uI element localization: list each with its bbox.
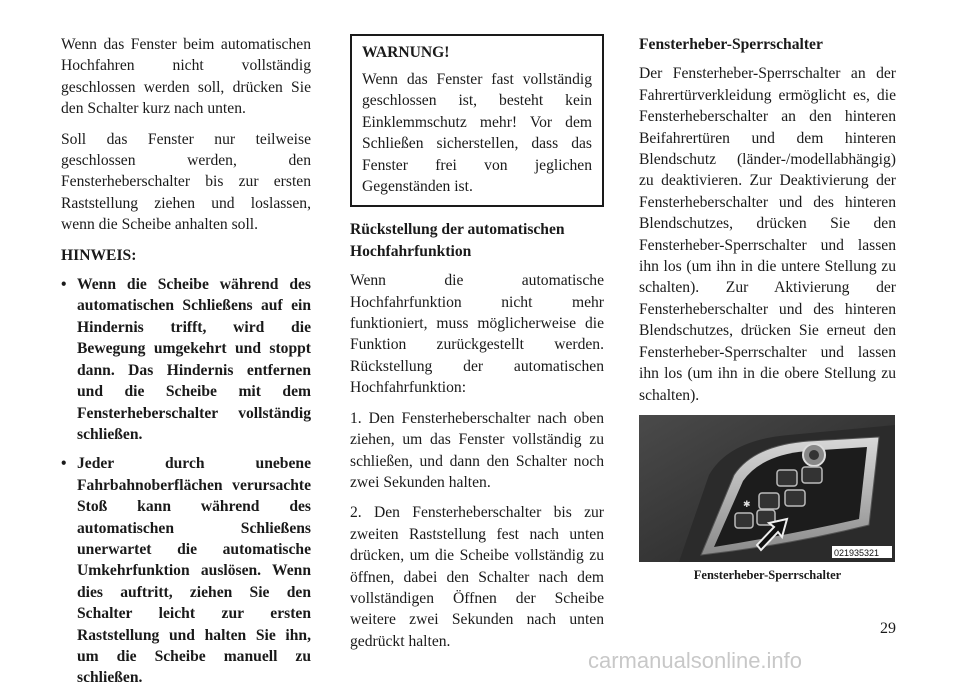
section-heading-reset: Rückstellung der automatischen Hochfahrfunktion: [350, 221, 565, 260]
paragraph-partial-close: Soll das Fenster nur teilweise geschlossen werden, den Fensterheberschalter bis zur ersten Raststellung ziehen und loslassen, wenn die Scheibe anhalten soll.: [61, 130, 311, 234]
warning-box: [350, 34, 604, 207]
photo-caption: Fensterheber-Sperrschalter: [693, 567, 842, 582]
note-item: • Jeder durch unebene Fahrbahnoberflächen verursachte Stoß kann während des automatischen Schließens unerwartet die automatische Umkehrfunktion auslösen. Wenn dies auftritt, ziehen Sie den Schalter leicht zur ersten Raststellung und halten Sie ihn, um die Scheibe manuell zu schließen.: [61, 455, 311, 687]
page-number: 29: [880, 620, 896, 637]
paragraph-auto-close-stop: Wenn das Fenster beim automatischen Hochfahren nicht vollständig geschlossen werden soll, drücken Sie den Schalter kurz nach unten.: [61, 36, 311, 118]
paragraph-reset-intro: Wenn die automatische Hochfahrfunktion nicht mehr funktioniert, muss möglicherweise die Funktion zurückgestellt werden. Rückstellung der automatischen Hochfahrfunktion:: [350, 272, 604, 397]
note-list: [61, 274, 311, 689]
bullet: •: [61, 455, 67, 473]
note-item: • Wenn die Scheibe während des automatischen Schließens auf ein Hindernis trifft, wird die Bewegung umgekehrt und stoppt dann. Das Hindernis entfernen und die Scheibe mit dem Fensterheberschalter vollständig schließen.: [61, 276, 311, 443]
column-left: [61, 34, 311, 697]
column-right: [639, 34, 896, 583]
paragraph-reset-step-2: 2. Den Fensterheberschalter bis zur zweiten Raststellung fest nach unten drücken, um die Scheibe vollständig zu öffnen, dabei den Schalter nach dem vollständigen Öffnen der Scheibe weitere zwei Sekunden nach unten gedrückt halten.: [350, 504, 604, 650]
bullet: •: [61, 276, 67, 294]
window-switch-panel-photo: [639, 415, 895, 562]
star-icon: ✱: [743, 499, 751, 510]
column-middle: [350, 34, 604, 661]
watermark: carmanualsonline.info: [588, 648, 803, 673]
warning-text: Wenn das Fenster fast vollständig geschlossen ist, besteht kein Einklemmschutz mehr! Vor dem Schließen sicherstellen, dass das Fenster frei von jeglichen Gegenständen ist.: [362, 71, 592, 196]
note-heading: HINWEIS:: [61, 246, 137, 264]
warning-title: WARNUNG!: [362, 44, 450, 61]
paragraph-lock-switch: Der Fensterheber-Sperrschalter an der Fahrertürverkleidung ermöglicht es, die Fensterheberschalter an den hinteren Beifahrertüren und dem hinteren Blendschutz (länder-/modellabhängig) zu deaktivieren. Zur Deaktivierung der Fensterheberschalter und des hinteren Blendschutzes, drücken Sie den Fensterheber-Sperrschalter und lassen ihn los (um ihn in die untere Stellung zu schalten). Zur Aktivierung der Fensterheberschalter und des hinteren Blendschutzes, drücken Sie erneut den Fensterheber-Sperrschalter und lassen ihn los (um ihn in die obere Stellung zu schalten).: [639, 65, 896, 404]
section-heading-lock-switch: Fensterheber-Sperrschalter: [639, 36, 823, 53]
photo-code: 021935321: [834, 547, 880, 558]
paragraph-reset-step-1: 1. Den Fensterheberschalter nach oben ziehen, um das Fenster vollständig zu schließen, und dann den Schalter noch zwei Sekunden halten.: [350, 409, 604, 491]
